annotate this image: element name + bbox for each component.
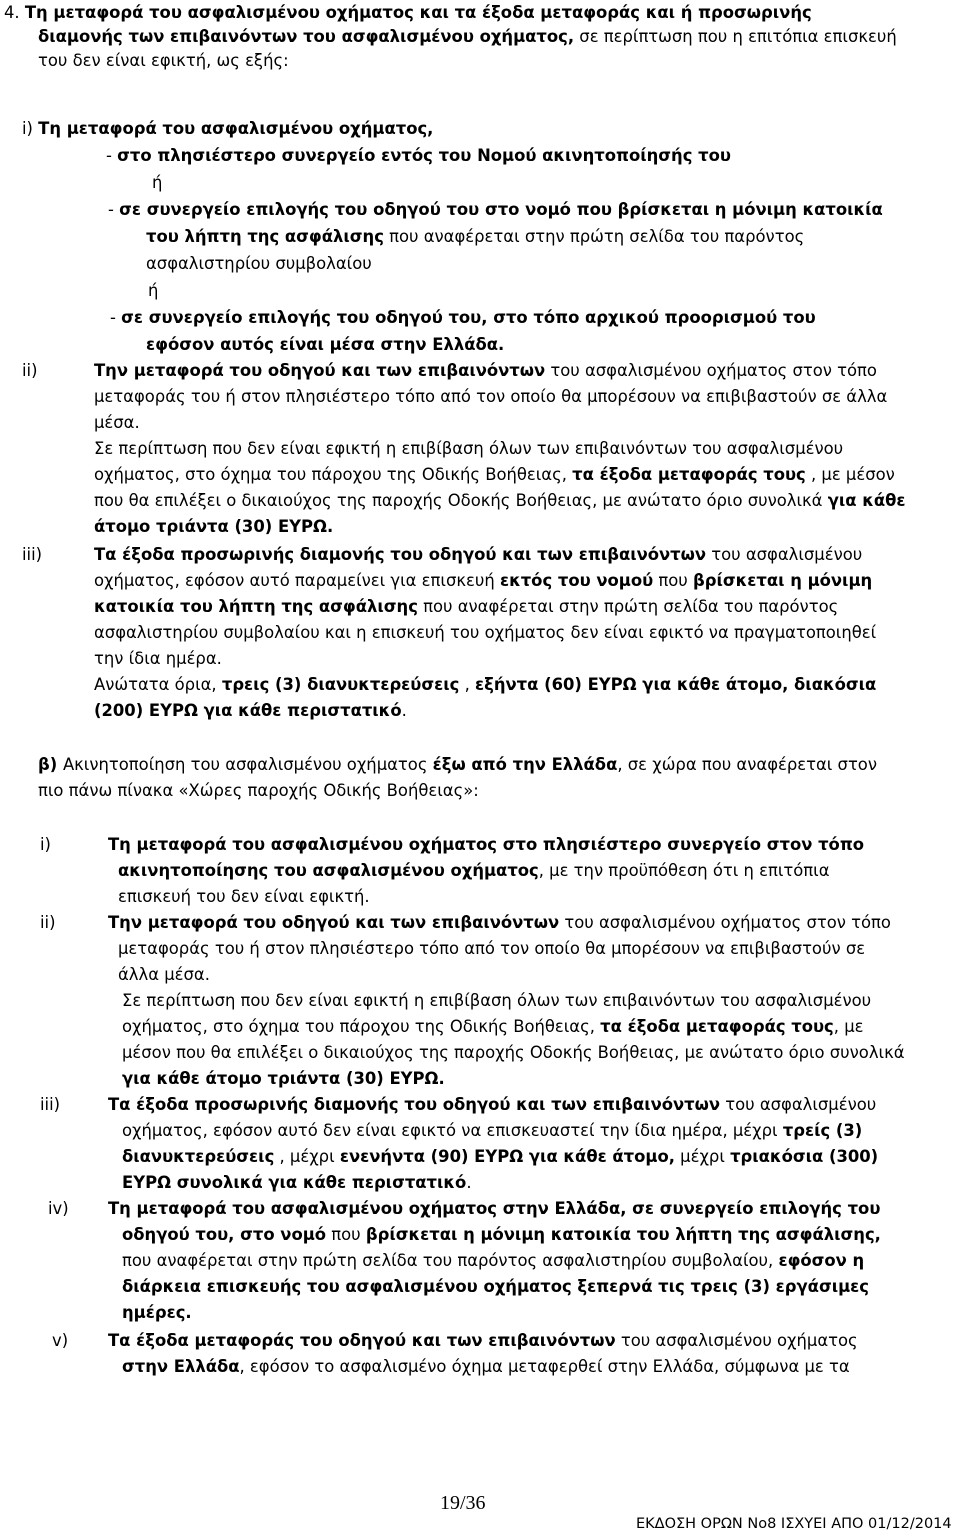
text-run: , με <box>833 1017 864 1036</box>
text-run: του ασφαλισμένου οχήματος <box>615 1331 858 1350</box>
text-run: ασφαλιστηρίου συμβολαίου <box>146 254 372 273</box>
text-line <box>108 1198 880 1220</box>
text-line <box>22 544 42 566</box>
bold-text-run: ημέρες. <box>122 1303 192 1322</box>
text-line <box>118 964 210 986</box>
bold-text-run: τριακόσια (300) <box>730 1147 879 1166</box>
text-run: i) <box>22 119 39 138</box>
text-line <box>108 912 891 934</box>
text-line <box>110 307 816 329</box>
text-line <box>148 280 158 302</box>
text-line <box>146 253 372 275</box>
bold-text-run: ακινητοποίησης του ασφαλισμένου οχήματος <box>118 861 539 880</box>
text-run: iv) <box>48 1199 69 1218</box>
bold-text-run: β) <box>38 755 63 774</box>
page-number: 19/36 <box>440 1492 486 1514</box>
bold-text-run: Την μεταφορά του οδηγού και των επιβαινόντων <box>94 361 546 380</box>
bold-text-run: βρίσκεται η μόνιμη <box>693 571 873 590</box>
text-run: οχήματος, στο όχημα του πάροχου της Οδικής Βοήθειας, <box>122 1017 601 1036</box>
text-line <box>118 860 830 882</box>
text-run: ii) <box>22 361 38 380</box>
text-line <box>146 334 504 356</box>
text-run: . <box>401 701 407 720</box>
text-line <box>108 199 883 221</box>
bold-text-run: Τα έξοδα προσωρινής διαμονής του οδηγού και των επιβαινόντων <box>94 545 707 564</box>
text-line <box>94 544 862 566</box>
text-line <box>40 912 56 934</box>
text-line <box>118 886 370 908</box>
bold-text-run: στο πλησιέστερο συνεργείο εντός του Νομού ακινητοποίησής του <box>117 146 731 165</box>
text-run: πιο πάνω πίνακα «Χώρες παροχής Οδικής Βοήθειας»: <box>38 781 479 800</box>
text-run: μεταφοράς του ή στον πλησιέστερο τόπο από τον οποίο θα μπορέσουν να επιβιβαστούν σε <box>118 939 866 958</box>
text-run: οχήματος, εφόσον αυτό δεν είναι εφικτό να επισκευαστεί την ίδια ημέρα, μέχρι <box>122 1121 783 1140</box>
text-line <box>122 1146 878 1168</box>
bold-text-run: διάρκεια επισκευής του ασφαλισμένου οχήματος ξεπερνά τις τρεις (3) εργάσιμες <box>122 1277 869 1296</box>
text-line <box>38 50 289 72</box>
text-run: σε περίπτωση που η επιτόπια επισκευή <box>574 27 897 46</box>
text-run: Σε περίπτωση που δεν είναι εφικτή η επιβίβαση όλων των επιβαινόντων του ασφαλισμένου <box>122 991 872 1010</box>
text-run: , με την προϋπόθεση ότι η επιτόπια <box>538 861 830 880</box>
bold-text-run: σε συνεργείο επιλογής του οδηγού του, στο τόπο αρχικού προορισμού του <box>121 308 816 327</box>
bold-text-run: εξήντα (60) ΕΥΡΩ για κάθε άτομο, διακόσια <box>475 675 877 694</box>
text-run: του ασφαλισμένου <box>720 1095 877 1114</box>
edition-note: ΕΚΔΟΣΗ ΟΡΩΝ Νο8 ΙΣΧΥΕΙ ΑΠΟ 01/12/2014 <box>636 1516 952 1532</box>
text-line <box>122 990 871 1012</box>
text-run: , σε χώρα που αναφέρεται στον <box>617 755 877 774</box>
text-line <box>94 412 140 434</box>
text-line <box>94 596 838 618</box>
bold-text-run: κατοικία του λήπτη της ασφάλισης <box>94 597 418 616</box>
bold-text-run: τρείς (3) <box>782 1121 863 1140</box>
text-line <box>22 118 433 140</box>
text-line <box>4 2 812 24</box>
text-run: , με μέσον <box>805 465 895 484</box>
text-run: του ασφαλισμένου οχήματος στον τόπο <box>559 913 891 932</box>
text-line <box>108 834 864 856</box>
text-line <box>94 386 887 408</box>
text-run: ασφαλιστηρίου συμβολαίου και η επισκευή του οχήματος δεν είναι εφικτό να πραγματοποιηθεί <box>94 623 877 642</box>
bold-text-run: Τα έξοδα μεταφοράς του οδηγού και των επιβαινόντων <box>108 1331 616 1350</box>
text-line <box>94 490 906 512</box>
text-line <box>152 172 162 194</box>
text-run: - <box>106 146 118 165</box>
text-run: ή <box>148 281 159 300</box>
bold-text-run: εκτός του νομού <box>499 571 654 590</box>
text-line <box>52 1330 68 1352</box>
text-line <box>22 360 38 382</box>
bold-text-run: διανυκτερεύσεις <box>122 1147 275 1166</box>
text-line <box>94 438 843 460</box>
bold-text-run: του λήπτη της ασφάλισης <box>146 227 384 246</box>
text-line <box>122 1250 864 1272</box>
text-run: - <box>110 308 122 327</box>
text-run: - <box>108 200 120 219</box>
text-line <box>146 226 804 248</box>
bold-text-run: Τα έξοδα προσωρινής διαμονής του οδηγού και των επιβαινόντων <box>108 1095 721 1114</box>
text-run: άλλα μέσα. <box>118 965 210 984</box>
text-line <box>106 145 731 167</box>
text-run: του ασφαλισμένου <box>706 545 863 564</box>
text-line <box>122 1068 445 1090</box>
text-run: ή <box>152 173 163 192</box>
text-line <box>122 1356 850 1378</box>
bold-text-run: Τη μεταφορά του ασφαλισμένου οχήματος και τα έξοδα μεταφοράς και ή προσωρινής <box>24 3 812 22</box>
text-run: Ανώτατα όρια, <box>94 675 222 694</box>
text-line <box>94 360 877 382</box>
text-run: που αναφέρεται στην πρώτη σελίδα του παρόντος ασφαλιστηρίου συμβολαίου, <box>122 1251 779 1270</box>
text-run: Σε περίπτωση που δεν είναι εφικτή η επιβίβαση όλων των επιβαινόντων του ασφαλισμένου <box>94 439 844 458</box>
text-line <box>94 700 407 722</box>
bold-text-run: άτομο τριάντα (30) ΕΥΡΩ. <box>94 517 334 536</box>
bold-text-run: εφόσον η <box>778 1251 865 1270</box>
text-line <box>40 834 51 856</box>
text-line <box>108 1330 858 1352</box>
text-run: μέσον που θα επιλέξει ο δικαιούχος της παροχής Οδοκής Βοήθειας, με ανώτατο όριο συνολικά <box>122 1043 905 1062</box>
bold-text-run: διαμονής των επιβαινόντων του ασφαλισμένου οχήματος, <box>38 27 575 46</box>
text-run: που αναφέρεται στην πρώτη σελίδα του παρόντος <box>383 227 805 246</box>
text-run: , εφόσον το ασφαλισμένο όχημα μεταφερθεί στην Ελλάδα, σύμφωνα με τα <box>239 1357 850 1376</box>
bold-text-run: ΕΥΡΩ συνολικά για κάθε περιστατικό <box>122 1173 467 1192</box>
bold-text-run: Την μεταφορά του οδηγού και των επιβαινόντων <box>108 913 560 932</box>
text-run: , μέχρι <box>274 1147 340 1166</box>
text-line <box>94 622 876 644</box>
text-line <box>94 648 222 670</box>
bold-text-run: Τη μεταφορά του ασφαλισμένου οχήματος, <box>38 119 434 138</box>
text-run: iii) <box>22 545 43 564</box>
text-line <box>122 1224 881 1246</box>
text-run: , <box>459 675 476 694</box>
bold-text-run: εφόσον αυτός είναι μέσα στην Ελλάδα. <box>146 335 505 354</box>
text-run: που αναφέρεται στην πρώτη σελίδα του παρόντος <box>417 597 839 616</box>
text-run: οχήματος, εφόσον αυτό παραμείνει για επισκευή <box>94 571 500 590</box>
bold-text-run: οδηγού του, στο νομό <box>122 1225 327 1244</box>
text-run: μέσα. <box>94 413 140 432</box>
text-run: μέχρι <box>674 1147 731 1166</box>
text-run: v) <box>52 1331 69 1350</box>
text-line <box>122 1302 192 1324</box>
text-run: οχήματος, στο όχημα του πάροχου της Οδικής Βοήθειας, <box>94 465 573 484</box>
text-line <box>38 754 877 776</box>
bold-text-run: τρεις (3) διανυκτερεύσεις <box>221 675 460 694</box>
bold-text-run: τα έξοδα μεταφοράς τους <box>600 1017 834 1036</box>
bold-text-run: στην Ελλάδα <box>122 1357 240 1376</box>
text-run: Ακινητοποίηση του ασφαλισμένου οχήματος <box>62 755 433 774</box>
text-line <box>38 780 479 802</box>
text-line <box>94 570 872 592</box>
bold-text-run: για κάθε <box>827 491 906 510</box>
text-line <box>122 1172 472 1194</box>
text-run: που <box>326 1225 366 1244</box>
text-run: του ασφαλισμένου οχήματος στον τόπο <box>545 361 877 380</box>
text-run: του δεν είναι εφικτή, ως εξής: <box>38 51 289 70</box>
text-line <box>108 1094 876 1116</box>
text-line <box>122 1120 862 1142</box>
bold-text-run: Τη μεταφορά του ασφαλισμένου οχήματος στην Ελλάδα, σε συνεργείο επιλογής του <box>108 1199 881 1218</box>
bold-text-run: τα έξοδα μεταφοράς τους <box>572 465 806 484</box>
bold-text-run: ενενήντα (90) ΕΥΡΩ για κάθε άτομο, <box>339 1147 675 1166</box>
text-run: i) <box>40 835 51 854</box>
text-run: 4. <box>4 3 25 22</box>
text-run: iii) <box>40 1095 61 1114</box>
text-line <box>94 516 333 538</box>
text-line <box>94 464 895 486</box>
text-line <box>94 674 876 696</box>
bold-text-run: βρίσκεται η μόνιμη κατοικία του λήπτη της ασφάλισης, <box>365 1225 881 1244</box>
bold-text-run: (200) ΕΥΡΩ για κάθε περιστατικό <box>94 701 402 720</box>
bold-text-run: έξω από την Ελλάδα <box>432 755 618 774</box>
text-line <box>40 1094 60 1116</box>
text-run: επισκευή του δεν είναι εφικτή. <box>118 887 370 906</box>
text-run: ii) <box>40 913 56 932</box>
text-run: την ίδια ημέρα. <box>94 649 222 668</box>
text-run: που θα επιλέξει ο δικαιούχος της παροχής Οδοκής Βοήθειας, με ανώτατο όριο συνολικά <box>94 491 828 510</box>
bold-text-run: για κάθε άτομο τριάντα (30) ΕΥΡΩ. <box>122 1069 445 1088</box>
text-line <box>38 26 897 48</box>
text-line <box>122 1042 905 1064</box>
bold-text-run: Τη μεταφορά του ασφαλισμένου οχήματος στο πλησιέστερο συνεργείο στον τόπο <box>108 835 865 854</box>
text-line <box>122 1016 864 1038</box>
text-run: μεταφοράς του ή στον πλησιέστερο τόπο από τον οποίο θα μπορέσουν να επιβιβαστούν σε άλλα <box>94 387 888 406</box>
text-line <box>48 1198 69 1220</box>
text-line <box>118 938 865 960</box>
text-run: που <box>653 571 693 590</box>
bold-text-run: σε συνεργείο επιλογής του οδηγού του στο νομό που βρίσκεται η μόνιμη κατοικία <box>119 200 883 219</box>
text-run: . <box>466 1173 472 1192</box>
text-line <box>122 1276 869 1298</box>
